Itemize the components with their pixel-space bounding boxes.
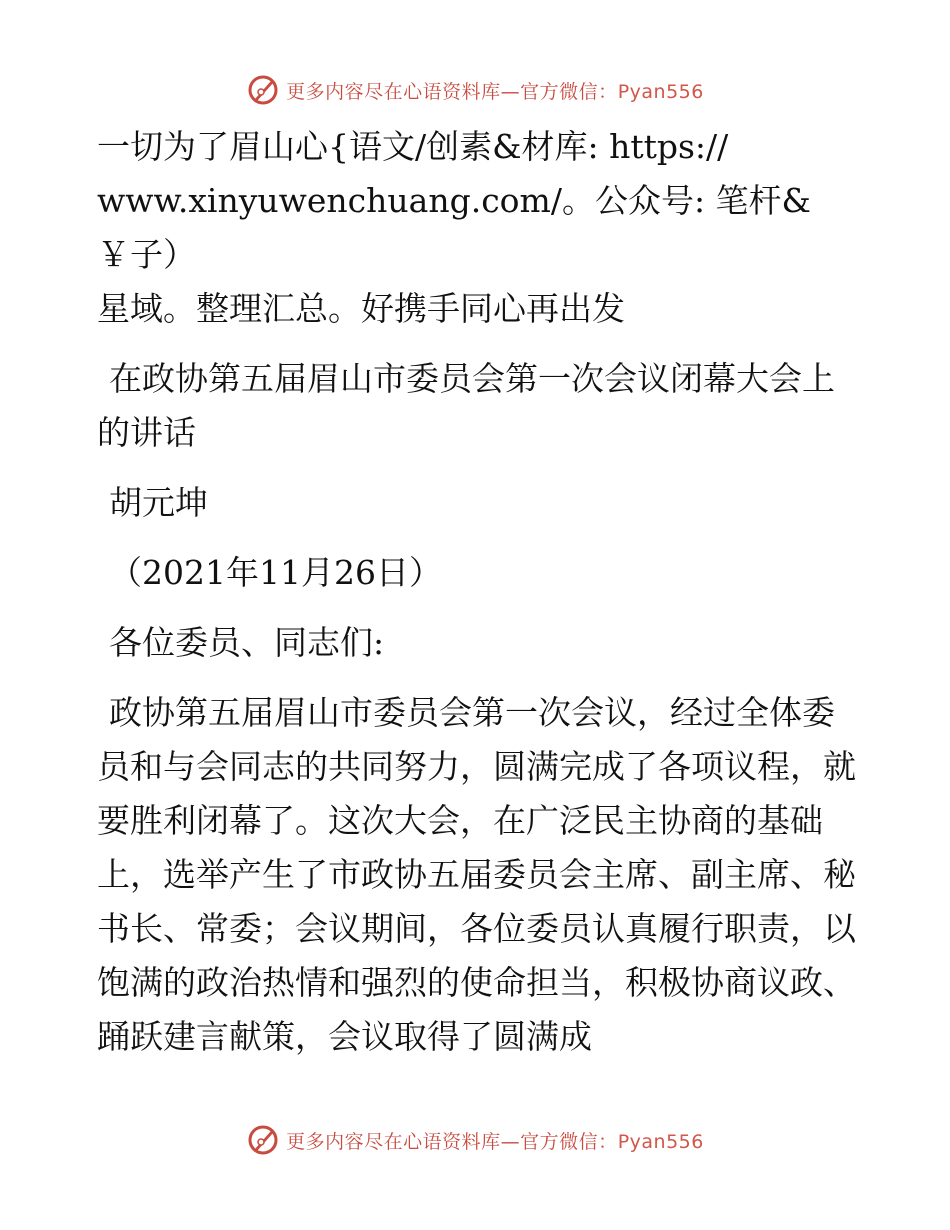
quill-seal-icon xyxy=(246,73,280,107)
speech-date: （2021年11月26日） xyxy=(109,553,442,592)
speech-title: 在政协第五届眉山市委员会第一次会议闭幕大会上的讲话 xyxy=(97,359,835,452)
document-body xyxy=(97,120,857,1080)
intro-line-3: 星域。整理汇总。好携手同心再出发 xyxy=(97,289,625,328)
watermark-text: 更多内容尽在心语资料库—官方微信：Pyan556 xyxy=(286,80,704,103)
quill-seal-icon xyxy=(246,1123,280,1157)
speech-author: 胡元坤 xyxy=(109,483,208,522)
intro-line-1: 一切为了眉山心{语文/创素&材库: https:// xyxy=(97,127,729,166)
watermark-text: 更多内容尽在心语资料库—官方微信：Pyan556 xyxy=(286,1130,704,1153)
salutation: 各位委员、同志们: xyxy=(109,623,385,662)
body-paragraph: 政协第五届眉山市委员会第一次会议，经过全体委员和与会同志的共同努力，圆满完成了各项议程，就要胜利闭幕了。这次大会，在广泛民主协商的基础上，选举产生了市政协五届委员会主席、副主席、秘书长、常委；会议期间，各位委员认真履行职责，以饱满的政治热情和强烈的使命担当，积极协商议政、踊跃建言献策，会议取得了圆满成 xyxy=(97,693,856,1056)
header-watermark xyxy=(0,70,950,110)
intro-line-2: www.xinyuwenchuang.com/。公众号: 笔杆&￥子） xyxy=(97,181,811,274)
intro-paragraph xyxy=(97,120,857,336)
footer-watermark xyxy=(0,1120,950,1160)
